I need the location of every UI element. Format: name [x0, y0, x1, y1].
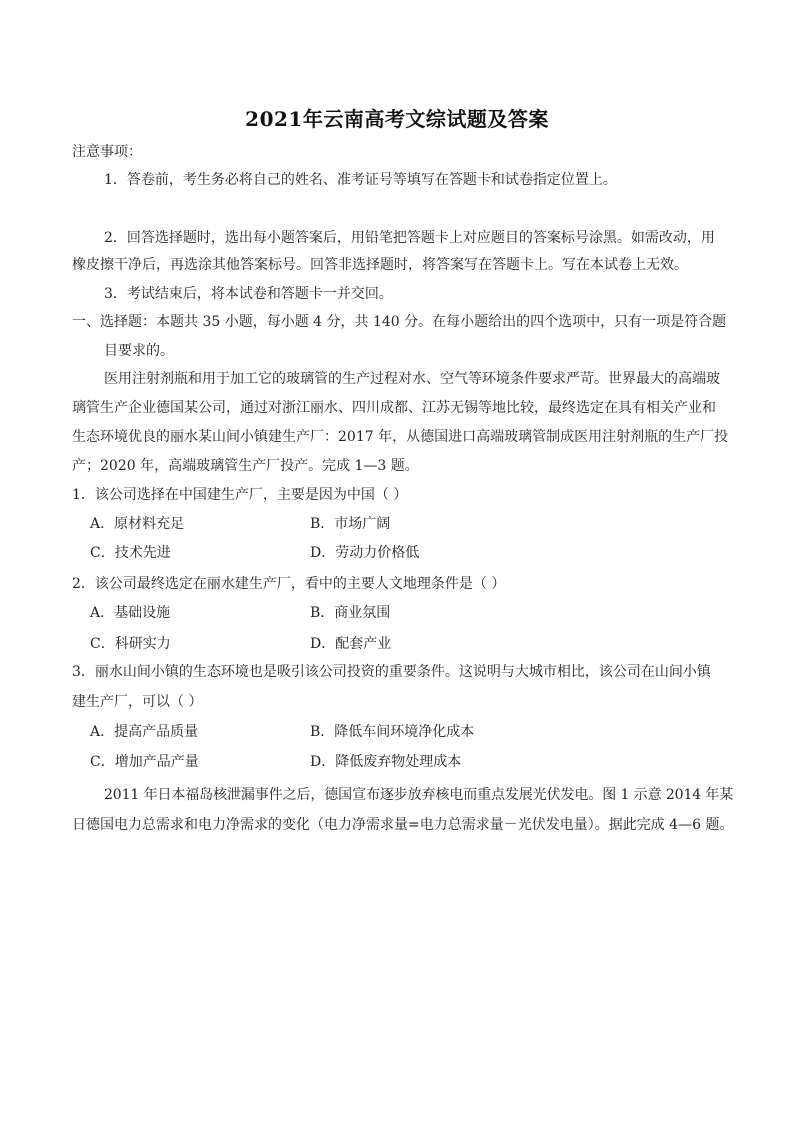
notice-item-2: 2．回答选择题时，选出每小题答案后，用铅笔把答题卡上对应题目的答案标号涂黑。如需改动，用 [104, 230, 715, 246]
question-3-option-b: B．降低车间环境净化成本 [310, 724, 475, 740]
passage2-line-1: 2011 年日本福岛核泄漏事件之后，德国宣布逐步放弃核电而重点发展光伏发电。图 1 示意 2014 年某 [104, 787, 734, 803]
question-2-option-c: C．科研实力 [90, 636, 171, 652]
question-2-option-a: A．基础设施 [90, 605, 171, 621]
question-3-option-a: A．提高产品质量 [90, 724, 199, 740]
question-1-stem: 1．该公司选择在中国建生产厂，主要是因为中国（ ） [72, 487, 408, 503]
question-3-option-d: D．降低废弃物处理成本 [310, 754, 462, 770]
notice-item-3: 3．考试结束后，将本试卷和答题卡一并交回。 [104, 286, 393, 302]
passage2-line-2: 日德国电力总需求和电力净需求的变化（电力净需求量=电力总需求量－光伏发电量）。据此完成 4—6 题。 [72, 817, 734, 833]
section-heading-cont: 目要求的。 [104, 343, 174, 359]
question-3-stem-cont: 建生产厂，可以（ ） [72, 694, 203, 710]
passage1-line-4: 产；2020 年，高端玻璃管生产厂投产。完成 1—3 题。 [72, 458, 419, 474]
question-2-option-b: B．商业氛围 [310, 605, 391, 621]
passage1-line-1: 医用注射剂瓶和用于加工它的玻璃管的生产过程对水、空气等环境条件要求严苛。世界最大的高端玻 [104, 371, 720, 387]
question-2-stem: 2．该公司最终选定在丽水建生产厂，看中的主要人文地理条件是（ ） [72, 576, 506, 592]
question-1-option-d: D．劳动力价格低 [310, 545, 420, 561]
question-3-stem: 3．丽水山间小镇的生态环境也是吸引该公司投资的重要条件。这说明与大城市相比，该公司在山间小镇 [72, 664, 711, 680]
page-title: 2021年云南高考文综试题及答案 [245, 107, 549, 131]
question-1-option-a: A．原材料充足 [90, 516, 185, 532]
question-1-option-c: C．技术先进 [90, 545, 171, 561]
passage1-line-2: 璃管生产企业德国某公司，通过对浙江丽水、四川成都、江苏无锡等地比较，最终选定在具有相关产业和 [72, 400, 716, 416]
question-2-option-d: D．配套产业 [310, 636, 392, 652]
passage1-line-3: 生态环境优良的丽水某山间小镇建生产厂：2017 年，从德国进口高端玻璃管制成医用注射剂瓶的生产厂投 [72, 429, 729, 445]
question-1-option-b: B．市场广阔 [310, 516, 391, 532]
section-heading: 一、选择题：本题共 35 小题，每小题 4 分，共 140 分。在每小题给出的四个选项中，只有一项是符合题 [72, 314, 727, 330]
question-3-option-c: C．增加产品产量 [90, 754, 199, 770]
notice-heading: 注意事项： [72, 144, 142, 160]
notice-item-2-cont: 橡皮擦干净后，再选涂其他答案标号。回答非选择题时，将答案写在答题卡上。写在本试卷上无效。 [72, 257, 688, 273]
notice-item-1: 1．答卷前，考生务必将自己的姓名、准考证号等填写在答题卡和试卷指定位置上。 [104, 172, 617, 188]
